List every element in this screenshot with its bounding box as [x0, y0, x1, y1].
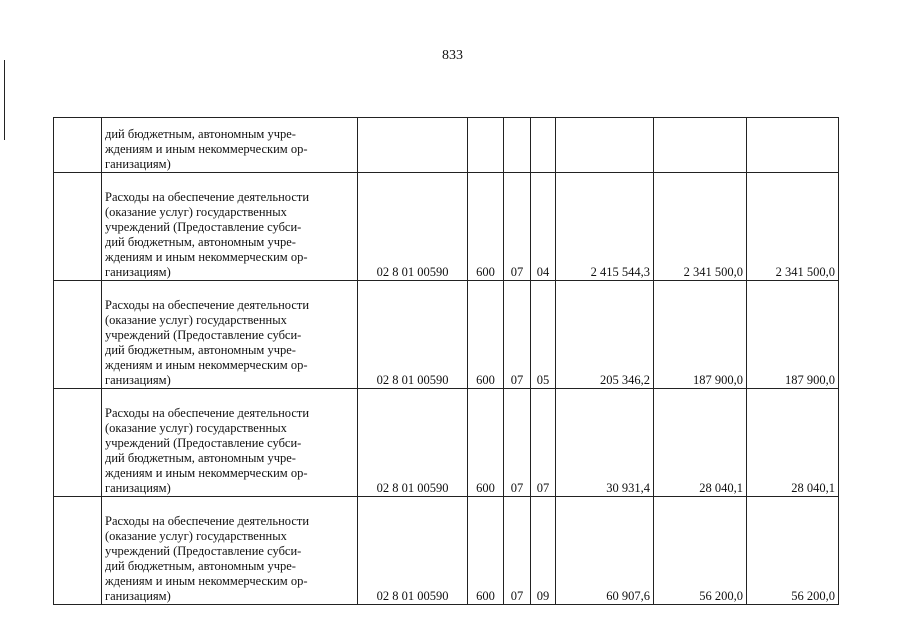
description-line: (оказание услуг) государственных: [105, 421, 287, 435]
description-line: ждениям и иным некоммерческим ор-: [105, 574, 308, 588]
section-cell: 07: [504, 173, 531, 281]
description-line: учреждений (Предоставление субси-: [105, 544, 302, 558]
table-row: [54, 173, 839, 281]
code-cell: 02 8 01 00590: [358, 389, 468, 497]
description-line: ганизациям): [105, 373, 171, 387]
amount-cell: 187 900,0: [747, 281, 839, 389]
table-row: [54, 281, 839, 389]
amount-cell: [556, 118, 654, 173]
description-line: ганизациям): [105, 157, 171, 171]
description-line: Расходы на обеспечение деятельности: [105, 406, 310, 420]
subsection-cell: 09: [531, 497, 556, 605]
page-number: 833: [442, 48, 463, 63]
table-row: [54, 389, 839, 497]
table-row: [54, 497, 839, 605]
table-row-continued: [54, 118, 839, 173]
description-line: Расходы на обеспечение деятельности: [105, 298, 310, 312]
amount-cell: 2 341 500,0: [747, 173, 839, 281]
vr-cell: 600: [468, 281, 504, 389]
amount-cell: 2 341 500,0: [654, 173, 747, 281]
code-cell: 02 8 01 00590: [358, 281, 468, 389]
scan-edge-line: [4, 60, 5, 140]
amount-cell: 2 415 544,3: [556, 173, 654, 281]
subsection-cell: 05: [531, 281, 556, 389]
amount-cell: 60 907,6: [556, 497, 654, 605]
description-line: ганизациям): [105, 481, 171, 495]
row-number-cell: [54, 118, 102, 173]
description-cell: [102, 118, 358, 173]
amount-cell: 30 931,4: [556, 389, 654, 497]
description-line: дий бюджетным, автономным учре-: [105, 559, 296, 573]
amount-cell: 28 040,1: [747, 389, 839, 497]
description-line: Расходы на обеспечение деятельности: [105, 190, 310, 204]
description-line: (оказание услуг) государственных: [105, 529, 287, 543]
section-cell: [504, 118, 531, 173]
description-line: дий бюджетным, автономным учре-: [105, 343, 296, 357]
row-number-cell: [54, 389, 102, 497]
description-line: (оказание услуг) государственных: [105, 313, 287, 327]
row-number-cell: [54, 497, 102, 605]
row-number-cell: [54, 173, 102, 281]
vr-cell: [468, 118, 504, 173]
row-number-cell: [54, 281, 102, 389]
budget-table: [53, 117, 839, 605]
subsection-cell: 07: [531, 389, 556, 497]
subsection-cell: [531, 118, 556, 173]
amount-cell: 187 900,0: [654, 281, 747, 389]
amount-cell: 56 200,0: [654, 497, 747, 605]
description-line: дий бюджетным, автономным учре-: [105, 127, 296, 141]
amount-cell: 205 346,2: [556, 281, 654, 389]
code-cell: [358, 118, 468, 173]
description-line: (оказание услуг) государственных: [105, 205, 287, 219]
code-cell: 02 8 01 00590: [358, 173, 468, 281]
description-line: ждениям и иным некоммерческим ор-: [105, 250, 308, 264]
vr-cell: 600: [468, 389, 504, 497]
description-line: ганизациям): [105, 265, 171, 279]
description-line: ждениям и иным некоммерческим ор-: [105, 466, 308, 480]
vr-cell: 600: [468, 173, 504, 281]
section-cell: 07: [504, 497, 531, 605]
vr-cell: 600: [468, 497, 504, 605]
description-line: ждениям и иным некоммерческим ор-: [105, 142, 308, 156]
description-line: ганизациям): [105, 589, 171, 603]
description-cell: [102, 281, 358, 389]
amount-cell: [654, 118, 747, 173]
section-cell: 07: [504, 281, 531, 389]
amount-cell: 56 200,0: [747, 497, 839, 605]
description-cell: [102, 173, 358, 281]
section-cell: 07: [504, 389, 531, 497]
description-line: дий бюджетным, автономным учре-: [105, 451, 296, 465]
description-line: учреждений (Предоставление субси-: [105, 328, 302, 342]
description-line: ждениям и иным некоммерческим ор-: [105, 358, 308, 372]
description-cell: [102, 497, 358, 605]
amount-cell: [747, 118, 839, 173]
description-line: Расходы на обеспечение деятельности: [105, 514, 310, 528]
subsection-cell: 04: [531, 173, 556, 281]
amount-cell: 28 040,1: [654, 389, 747, 497]
description-cell: [102, 389, 358, 497]
description-line: учреждений (Предоставление субси-: [105, 436, 302, 450]
description-line: учреждений (Предоставление субси-: [105, 220, 302, 234]
description-line: дий бюджетным, автономным учре-: [105, 235, 296, 249]
code-cell: 02 8 01 00590: [358, 497, 468, 605]
